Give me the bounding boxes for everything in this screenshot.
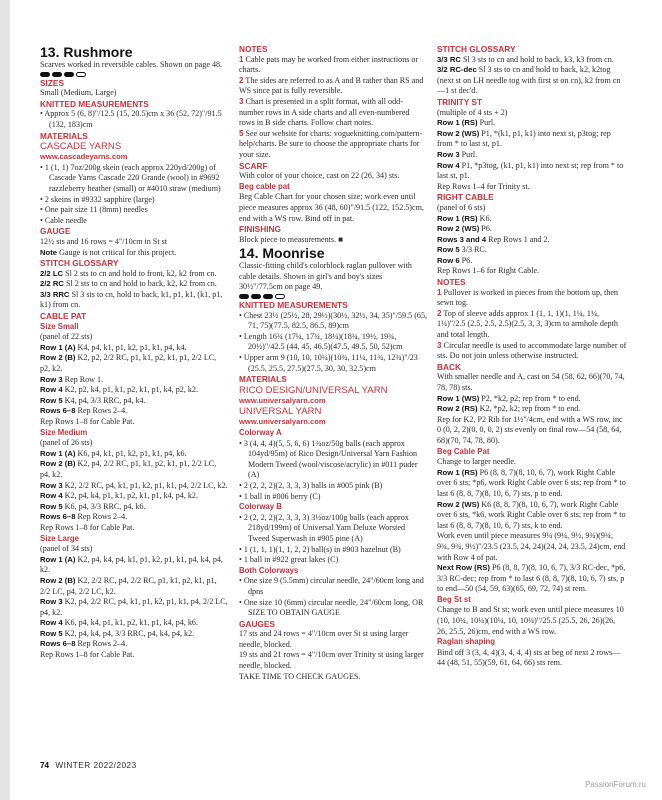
section-heading: SIZES [40, 77, 64, 88]
instruction-row [40, 375, 228, 386]
row-label: Row 3 [437, 149, 460, 159]
row-text: Cable pats may be worked from either instructions or charts. [239, 54, 419, 75]
section-heading: RIGHT CABLE [437, 192, 494, 203]
instruction-row [40, 385, 228, 396]
instruction-row [437, 150, 627, 161]
section-heading: TRINITY ST [437, 96, 483, 107]
skill-segment [52, 72, 62, 77]
bullet-item: • 1 ball in #922 great lakes (C) [239, 555, 339, 565]
note-item [239, 76, 427, 97]
bullet-item: • Chest 23½ (25½, 28, 29½)(30½, 32½, 34, 35)"/59.5 (65, 71, 75)(77.5, 82.5, 86.5, 89)cm [239, 310, 428, 331]
instruction-row [40, 459, 228, 480]
page-footer [40, 761, 137, 770]
row-text: K4, p4, k1, p1, k2, p1, k1, p4, k4. [75, 342, 187, 352]
skill-segment [64, 72, 74, 77]
skill-segment [275, 294, 285, 299]
row-text: K6. [477, 213, 492, 223]
paragraph: Rep Rows 1–8 for Cable Pat. [40, 522, 135, 532]
row-label: 3/3 RRC [40, 289, 70, 299]
subheading: Beg Cable Pat [437, 446, 490, 456]
instruction-row [40, 353, 228, 374]
subheading: Size Small [40, 321, 79, 331]
row-text: Rep Row 1. [62, 374, 104, 384]
paragraph: Rep for K2, P2 Rib for 1½"/4cm, end with a WS row, inc 0 (0, 2, 2)(0, 0, 0, 2) sts evenly on final row—54 (58, 64, 68)(70, 74, 78, 80). [437, 414, 623, 445]
instruction-row [437, 245, 627, 256]
row-label: Row 4 [40, 618, 63, 628]
row-label: Row 3 [40, 374, 63, 384]
section-heading: KNITTED MEASUREMENTS [239, 300, 348, 311]
row-text: Sl 2 sts to cn and hold to back, k2, k2 from cn. [63, 279, 217, 289]
instruction-row [437, 394, 627, 405]
subheading: Size Large [40, 533, 79, 543]
row-label: Row 2 (RS) [437, 404, 478, 414]
instruction-row [437, 161, 627, 182]
section-heading: GAUGE [40, 226, 71, 237]
row-label: Row 1 (A) [40, 448, 76, 458]
paragraph: 19 sts and 21 rows = 4"/10cm over Trinity st using larger needle, blocked. [239, 650, 424, 671]
skill-segment [239, 294, 249, 299]
row-text: K2, *p2, k2; rep from * to end. [477, 404, 581, 414]
row-label: Rows 6–8 [40, 639, 76, 649]
row-text: 3/3 RC. [459, 245, 487, 255]
row-text: Circular needle is used to accommodate large number of sts. Do not join unless otherwise instructed. [437, 340, 627, 361]
instruction-row [437, 224, 627, 235]
paragraph: 12½ sts and 16 rows = 4"/10cm in St st [40, 236, 168, 246]
note-number: 3 [437, 340, 442, 350]
note-item [239, 55, 427, 76]
yarn-brand: CASCADE YARNS [40, 141, 122, 153]
skill-level-indicator [239, 294, 427, 299]
instruction-row [40, 279, 228, 290]
pattern-title: 14. Moonrise [239, 245, 325, 262]
instruction-row [437, 55, 627, 66]
section-heading: STITCH GLOSSARY [40, 258, 119, 269]
note-number: 2 [239, 75, 244, 85]
row-label: 2/2 LC [40, 268, 64, 278]
row-label: Row 2 (WS) [437, 499, 480, 509]
note-number: 1 [239, 54, 244, 64]
subheading: Beg St st [437, 594, 471, 604]
row-label: Row 1 (A) [40, 554, 76, 564]
section-heading: NOTES [437, 277, 466, 288]
bullet-item: • Upper arm 9 (10, 10, 10¼)(10¾, 11¼, 11¾, 12¾)"/23 (25.5, 25.5, 27.5)(27.5, 30, 30, 32.5)cm [239, 353, 418, 373]
bullet-item: • 2 (2, 2, 2)(2, 3, 3, 3) balls in #005 pink (B) [239, 480, 383, 490]
row-label: Row 1 (A) [40, 342, 76, 352]
bullet-item: • One size 10 (6mm) circular needle, 24"/60cm long, OR SIZE TO OBTAIN GAUGE [239, 597, 424, 618]
instruction-row [437, 129, 627, 150]
watermark: PassionForum.ru [585, 780, 646, 789]
subheading: Colorway A [239, 428, 282, 437]
instruction-row [40, 491, 228, 502]
paragraph: (panel of 6 sts) [437, 202, 486, 212]
subheading: Colorway B [239, 502, 282, 512]
instruction-row [437, 404, 627, 415]
instruction-row [40, 502, 228, 513]
issue-label: WINTER 2022/2023 [55, 761, 137, 770]
row-label: 3/3 RC [437, 54, 461, 64]
row-text: Rep Rows 2–4. [75, 512, 128, 522]
row-text: Sl 2 sts to cn and hold to front, k2, k2 from cn. [63, 268, 217, 278]
section-heading: BACK [437, 361, 461, 372]
row-text: P2, *k2, p2; rep from * to end. [479, 393, 581, 403]
instruction-row [40, 406, 228, 417]
note-number: 2 [437, 308, 442, 318]
row-text: K2, p2, k4, p1, k1, p2, k1, p1, k4, p2, k2. [62, 385, 198, 395]
instruction-row [437, 468, 627, 500]
row-text: Rep Rows 2–4. [75, 639, 128, 649]
row-text: K6 (8, 8, 7)(8, 10, 6, 7), work Right Cable over 6 sts, *k6, work Right Cable over 6 sts; rep from * to last 6 (8, 8, 7)(8, 10, 6, 7) sts, k to end. [437, 499, 626, 530]
bullet-item: • Cable needle [40, 215, 87, 225]
section-heading: NOTES [239, 44, 268, 54]
row-label: Row 2 (B) [40, 575, 76, 585]
paragraph: Change to larger needle. [437, 457, 516, 467]
row-label: Row 6 [437, 255, 460, 265]
column-notes-moonrise [239, 44, 427, 682]
paragraph: 17 sts and 24 rows = 4"/10cm over St st using larger needle, blocked. [239, 629, 409, 649]
skill-segment [263, 294, 273, 299]
bullet-item: • One size 9 (5.5mm) circular needle, 24"/60cm long and dpns [239, 576, 424, 596]
instruction-row [437, 235, 627, 246]
row-text: K6, p4, k4, p1, k1, p2, k1, p1, k4, p4, k6. [62, 618, 198, 628]
row-text: K2, p4, k4, p4, 3/3 RRC, p4, k4, p4, k2. [62, 628, 195, 638]
row-label: Row 2 (B) [40, 459, 76, 469]
subheading: Beg cable pat [239, 181, 290, 191]
row-text: P1, *(k1, p1, k1) into next st, p3tog; rep from * to last st, p1. [437, 128, 611, 149]
row-label: Row 5 [40, 395, 63, 405]
instruction-row [40, 449, 228, 460]
paragraph: (multiple of 4 sts + 2) [437, 107, 508, 117]
instruction-row [40, 396, 228, 407]
note-number: 5 [239, 128, 244, 138]
column-moonrise-cont [437, 44, 627, 669]
row-label: Row 5 [40, 501, 63, 511]
row-label: Row 3 [40, 597, 63, 607]
instruction-row [40, 290, 228, 311]
paragraph: Change to B and St st; work even until piece measures 10 (10, 10¼, 10¼)(10¼, 10, 10¼)"/25.5 (25.5, 26, 26)(26, 26, 25.5, 26)cm, end with a WS row. [437, 605, 624, 636]
row-label: Row 2 (WS) [437, 224, 480, 234]
section-heading: CABLE PAT [40, 311, 87, 322]
bullet-item: • 2 skeins in #9332 sapphire (large) [40, 194, 155, 204]
skill-segment [76, 72, 86, 77]
instruction-row [437, 214, 627, 225]
paragraph: Bind off 3 (3, 4, 4)(3, 4, 4, 4) sts at beg of next 2 rows—44 (48, 51, 55)(59, 61, 64, 66) sts rem. [437, 647, 621, 668]
row-label: Next Row (RS) [437, 563, 490, 573]
row-text: Sl 3 sts to cn and hold to back, k2, k2tog (next st on LH needle tog with first st on cn), k2 from cn—1 st dec'd. [437, 65, 621, 96]
paragraph: Rep Rows 1–4 for Trinity st. [437, 181, 530, 191]
row-text: Chart is presented in a split format, with all odd-number rows in A side charts and all even-numbered rows in B side charts. Follow chart notes. [239, 96, 410, 128]
paragraph: Rep Rows 1–6 for Right Cable. [437, 266, 540, 276]
row-label: Note [40, 247, 58, 257]
row-text: K4, p4, 3/3 RRC, p4, k4. [62, 395, 146, 405]
note-item [437, 309, 627, 341]
instruction-row [40, 343, 228, 354]
row-label: Row 3 [40, 480, 63, 490]
pattern-title: 13. Rushmore [40, 44, 133, 60]
row-text: P6. [459, 255, 473, 265]
page-number: 74 [40, 761, 50, 770]
row-label: Rows 3 and 4 [437, 234, 487, 244]
row-label: 2/2 RC [40, 279, 64, 289]
instruction-row [40, 597, 228, 618]
note-item [437, 341, 627, 362]
row-label: Row 4 [40, 385, 63, 395]
section-heading: STITCH GLOSSARY [437, 44, 516, 54]
row-text: K2, p2, 2/2 RC, p1, k1, p2, k1, p1, 2/2 LC, p2, k2. [40, 353, 217, 374]
paragraph: Rep Rows 1–8 for Cable Pat. [40, 650, 135, 660]
row-text: K2, 2/2 RC, p4, 2/2 RC, p1, k1, p2, k1, p1, 2/2 LC, p4, 2/2 LC, k2. [40, 575, 217, 596]
bullet-item: • 1 ball in #006 berry (C) [239, 491, 321, 501]
section-heading: FINISHING [239, 224, 281, 235]
instruction-row [40, 576, 228, 597]
instruction-row [437, 500, 627, 532]
row-text: Sl 3 sts to cn, hold to back, k1, p1, k1, (k1, p1, k1) from cn. [40, 289, 223, 310]
skill-segment [40, 72, 50, 77]
instruction-row [40, 618, 228, 629]
bullet-item: • Length 16¾ (17¼, 17¾, 18¼)(18¾, 19½, 19¾, 20½)"/42.5 (44, 45, 46.5)(47.5, 49.5, 50, 52)cm [239, 331, 403, 352]
row-label: Row 1 (RS) [437, 118, 478, 128]
row-text: Top of sleeve adds approx 1 (1, 1, 1)(1, 1¼, 1¼, 1¼)"/2.5 (2.5, 2.5, 2.5)(2.5, 3, 3, 3)cm to armhole depth and total length. [437, 308, 618, 340]
row-text: P6 (8, 8, 7)(8, 10, 6, 7), 3/3 RC-dec, *p6, 3/3 RC-dec; rep from * to last 6 (8, 8, 7)(8, 10, 6, 7) sts, p to end—50 (54, 59, 63)(65, 69, 72, 74) st rem. [437, 563, 626, 594]
paragraph: (panel of 26 sts) [40, 438, 93, 448]
row-label: Row 1 (RS) [437, 213, 478, 223]
instruction-row [40, 555, 228, 576]
row-label: Row 4 [437, 160, 460, 170]
paragraph: With smaller needle and A, cast on 54 (58, 62, 66)(70, 74, 78, 78) sts. [437, 372, 625, 392]
subheading: Both Colorways [239, 565, 299, 575]
row-label: Row 1 (RS) [437, 467, 478, 477]
bullet-item: • One pair size 11 (8mm) needles [40, 205, 148, 215]
paragraph: Work even until piece measures 9¼ (9¼, 9½, 9¾)(9¾, 9¾, 9¾, 9½)"/23.5 (23.5, 24, 24)(24, 24, 23.5, 24)cm, end with Row 4 of pat. [437, 531, 626, 562]
row-text: K2, 2/2 RC, p4, k1, p1, k2, p1, k1, p4, 2/2 LC, k2. [62, 480, 228, 490]
instruction-row [40, 481, 228, 492]
subheading: Raglan shaping [437, 637, 496, 647]
row-text: K2, p4, k4, p1, k1, p2, k1, p1, k4, p4, k2. [62, 491, 198, 501]
paragraph: Block piece to measurements. ■ [239, 234, 344, 244]
paragraph: With color of your choice, cast on 22 (26, 34) sts. [239, 171, 400, 181]
paragraph: Scarves worked in reversible cables. Shown on page 48. [40, 60, 223, 69]
row-label: Row 4 [40, 491, 63, 501]
row-label: Rows 6–8 [40, 512, 76, 522]
note-item [239, 97, 427, 129]
row-text: The sides are referred to as A and B rather than RS and WS since pat is fully reversible. [239, 75, 424, 96]
yarn-url: www.universalyarn.com [239, 417, 326, 427]
instruction-row [437, 256, 627, 267]
note-number: 1 [437, 287, 442, 297]
instruction-row [40, 639, 228, 650]
subheading: Size Medium [40, 427, 88, 437]
yarn-brand: RICO DESIGN/UNIVERSAL YARN [239, 384, 388, 396]
instruction-row [437, 563, 627, 595]
paragraph: Rep Rows 1–8 for Cable Pat. [40, 417, 135, 426]
page-edge-stripe [0, 0, 10, 800]
skill-segment [251, 294, 261, 299]
section-heading: MATERIALS [40, 130, 88, 141]
row-text: Rep Rows 2–4. [75, 406, 128, 416]
row-text: K2, p4, 2/2 RC, p1, k1, p2, k1, p1, 2/2 LC, p4, k2. [40, 459, 217, 479]
row-label: Row 1 (WS) [437, 393, 480, 403]
row-text: P1, *p3tog, (k1, p1, k1) into next st; rep from * to last st, p1. [437, 160, 624, 181]
note-number: 3 [239, 96, 244, 106]
row-text: Purl. [477, 118, 496, 128]
bullet-item: • 2 (2, 2, 2)(2, 3, 3, 3) 3½oz/100g balls (each approx 218yd/199m) of Universal Yarn Deluxe Worsted Tweed Superwash in #905 pine (A) [239, 512, 409, 543]
bullet-item: • 3 (4, 4, 4)(5, 5, 6, 6) 1¾oz/50g balls (each approx 104yd/95m) of Rico Design/Universal Yarn Fashion Modern Tweed (wool/viscose/acrylic) in #011 puder (A) [239, 438, 418, 480]
row-label: Row 2 (B) [40, 353, 76, 363]
note-item [437, 288, 627, 309]
bullet-item: • Approx 5 (6, 8)"/12.5 (15, 20.5)cm x 36 (52, 72)"/91.5 (132, 183)cm [40, 109, 222, 129]
note-item [239, 129, 427, 161]
row-text: P6 (8, 8, 7)(8, 10, 6, 7), work Right Cable over 6 sts; *p6, work Right Cable over 6 sts; rep from * to last 6 (8, 8, 7)(8, 10, 6, 7) sts, p to end. [437, 467, 626, 498]
instruction-row [40, 629, 228, 640]
row-label: Row 5 [437, 245, 460, 255]
paragraph: (panel of 22 sts) [40, 332, 93, 342]
yarn-url: www.universalyarn.com [239, 395, 326, 405]
section-heading: KNITTED MEASUREMENTS [40, 98, 149, 109]
paragraph: Small (Medium, Large) [40, 88, 117, 98]
section-heading: MATERIALS [239, 374, 287, 385]
row-text: Purl. [459, 149, 478, 159]
bullet-item: • 1 (1, 1, 1)(1, 1, 2, 2) ball(s) in #903 hazelnut (B) [239, 544, 401, 554]
instruction-row [40, 269, 228, 280]
paragraph: Classic-fitting child's colorblock raglan pullover with cable details. Shown in girl's and boy's sizes 30½"/77.5cm on page 49. [239, 261, 412, 292]
row-text: Sl 3 sts to cn and hold to back, k3, k3 from cn. [460, 54, 614, 64]
section-heading: GAUGES [239, 618, 275, 629]
row-text: Rep Rows 1 and 2. [486, 234, 550, 244]
section-heading: SCARF [239, 160, 268, 171]
row-text: Pullover is worked in pieces from the bottom up, then sewn tog. [437, 287, 618, 308]
column-rushmore [40, 44, 228, 661]
row-label: Row 2 (WS) [437, 128, 480, 138]
row-label: 3/2 RC-dec [437, 65, 477, 75]
instruction-row [40, 248, 228, 259]
row-text: Gauge is not critical for this project. [57, 247, 177, 257]
skill-level-indicator [40, 72, 228, 77]
row-text: See our website for charts: vogueknitting.com/pattern-help/charts. Be sure to choose the appropriate charts for your size. [239, 128, 423, 159]
instruction-row [437, 118, 627, 129]
yarn-brand: UNIVERSAL YARN [239, 406, 322, 418]
paragraph: Beg Cable Chart for your chosen size; work even until piece measures approx 36 (48, 60)"/91.5 (122, 152.5)cm, end with a WS row. Bind off in pat. [239, 192, 424, 223]
paragraph: TAKE TIME TO CHECK GAUGES. [239, 671, 361, 681]
row-text: K2, p4, 2/2 RC, p4, k1, p1, k2, p1, k1, p4, 2/2 LC, p4, k2. [40, 597, 228, 617]
instruction-row [437, 65, 627, 97]
paragraph: (panel of 34 sts) [40, 544, 93, 554]
row-text: K2, p4, k4, p4, k1, p1, k2, p1, k1, p4, k4, p4, k2. [40, 554, 223, 575]
yarn-url: www.cascadeyarns.com [40, 152, 128, 162]
row-text: K6, p4, 3/3 RRC, p4, k6. [62, 501, 146, 511]
row-text: P6. [479, 224, 492, 234]
row-text: K6, p4, k1, p1, k2, p1, k1, p4, k6. [75, 448, 187, 458]
instruction-row [40, 512, 228, 523]
bullet-item: • 1 (1, 1) 7oz/200g skein (each approx 220yd/200g) of Cascade Yarns Cascade 220 Grande (wool) in #9692 razzleberry heather (small) or #4010 straw (medium) [40, 162, 221, 193]
row-label: Rows 6–8 [40, 406, 76, 416]
row-label: Row 5 [40, 628, 63, 638]
